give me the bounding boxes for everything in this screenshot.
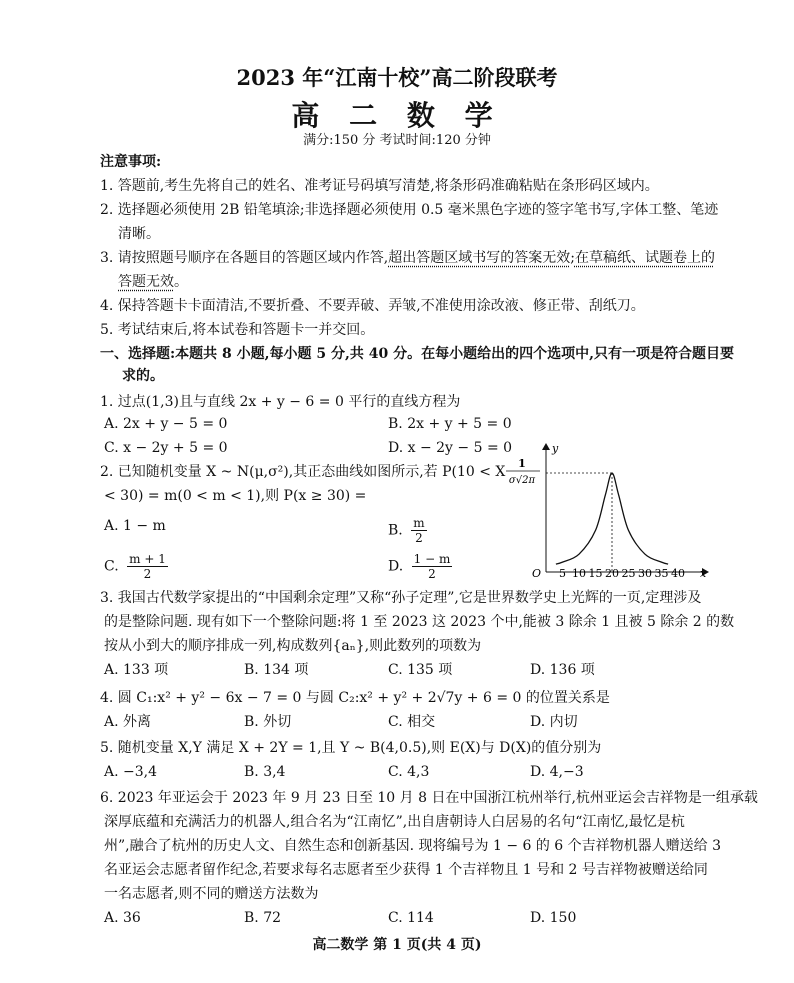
notice-item-3-end: 。 [174,274,188,290]
notice-item-3-emph2: 在草稿纸、试题卷上的 [574,250,715,266]
page-footer: 高二数学 第 1 页(共 4 页) [312,937,482,953]
q1-option-a: A. 2x + y − 5 = 0 [104,416,228,432]
q6-option-b: B. 72 [244,910,282,926]
x-tick-label: 20 [605,567,619,580]
notice-item-3-sep: ; [570,250,575,266]
q2-option-d-num: 1 − m [413,552,451,566]
q6-option-d: D. 150 [530,910,577,926]
y-axis-label: y [552,442,559,455]
q2-option-b-den: 2 [415,531,423,545]
notice-item-4: 4. 保持答题卡卡面清洁,不要折叠、不要弄破、弄皱,不准使用涂改液、修正带、刮纸刀。 [100,298,645,314]
q1-stem: 1. 过点(1,3)且与直线 2x + y − 6 = 0 平行的直线方程为 [100,394,461,410]
q2-option-b-num: m [413,516,425,530]
x-tick-label: 40 [671,567,685,580]
q2-option-d-label: D. [388,558,404,575]
exam-title: 2023 年“江南十校”高二阶段联考 [236,65,558,90]
notice-item-3-emph1: 超出答题区域书写的答案无效 [388,250,571,266]
q3-option-d: D. 136 项 [530,662,595,678]
section1-heading: 一、选择题:本题共 8 小题,每小题 5 分,共 40 分。在每小题给出的四个选项中,只有一项是符合题目要 [100,346,734,362]
notice-item-3-cont [118,272,188,292]
q2-option-c-label: C. [104,558,119,575]
q2-stem-line2: < 30) = m(0 < m < 1),则 P(x ≥ 30) = [104,488,367,504]
notice-item-3-part1: 3. 请按照题号顺序在各题目的答题区域内作答, [100,250,389,266]
q6-option-a: A. 36 [104,910,141,926]
q3-stem-line3: 按从小到大的顺序排成一列,构成数列{aₙ},则此数列的项数为 [104,638,482,654]
q3-option-a: A. 133 项 [104,662,169,678]
q2-option-d-den: 2 [428,567,436,581]
q4-stem: 4. 圆 C₁:x² + y² − 6x − 7 = 0 与圆 C₂:x² + y² + 2√7y + 6 = 0 的位置关系是 [100,690,610,706]
q1-option-c: C. x − 2y + 5 = 0 [104,440,228,456]
q1-option-b: B. 2x + y + 5 = 0 [388,416,512,432]
notice-item-3 [100,248,715,268]
notice-item-1: 1. 答题前,考生先将自己的姓名、准考证号码填写清楚,将条形码准确粘贴在条形码区域内。 [100,178,659,194]
q4-option-d: D. 内切 [530,714,578,730]
q5-option-a: A. −3,4 [104,764,158,780]
peak-label-numerator: 1 [518,457,526,470]
x-tick-label: 35 [654,567,669,580]
q6-stem-line5: 一名志愿者,则不同的赠送方法数为 [104,886,319,902]
q5-stem: 5. 随机变量 X,Y 满足 X + 2Y = 1,且 Y ~ B(4,0.5),则 E(X)与 D(X)的值分别为 [100,740,602,756]
q3-stem-line2: 的是整除问题. 现有如下一个整除问题:将 1 至 2023 这 2023 个中,能被 3 除余 1 且被 5 除余 2 的数 [104,614,735,630]
notice-item-2: 2. 选择题必须使用 2B 铅笔填涂;非选择题必须使用 0.5 毫米黑色字迹的签字笔书写,字体工整、笔迹 [100,202,719,218]
exam-meta: 满分:150 分 考试时间:120 分钟 [303,133,491,148]
section1-heading-cont: 求的。 [122,368,164,384]
x-tick-label: 15 [588,567,603,580]
x-tick-label: 25 [621,567,636,580]
q2-option-b-label: B. [388,522,403,539]
x-tick-label: 5 [559,567,566,580]
q6-stem-line4: 名亚运会志愿者留作纪念,若要求每名志愿者至少获得 1 个吉祥物且 1 号和 2 号吉祥物被赠送给同 [104,862,708,878]
notice-item-5: 5. 考试结束后,将本试卷和答题卡一并交回。 [100,322,375,338]
normal-curve-chart [494,440,718,586]
origin-label: O [532,567,542,580]
q5-option-b: B. 3,4 [244,764,286,780]
subject-title: 高 二 数 学 [291,99,503,132]
q2-option-b [388,516,427,545]
q2-option-c-den: 2 [143,567,152,581]
q2-option-c-num: m + 1 [129,552,166,566]
notice-item-2-cont: 清晰。 [118,226,160,242]
x-tick-label: 30 [638,567,652,580]
peak-label-denominator: σ√2π [508,475,536,486]
q3-option-c: C. 135 项 [388,662,453,678]
notice-heading: 注意事项: [100,154,162,170]
q6-option-c: C. 114 [388,910,434,926]
q6-stem-line1: 6. 2023 年亚运会于 2023 年 9 月 23 日至 10 月 8 日在中国浙江杭州举行,杭州亚运会吉祥物是一组承载 [100,790,758,806]
x-tick-label: 10 [572,567,586,580]
q2-option-c [104,552,168,581]
q4-option-c: C. 相交 [388,714,436,730]
q5-option-c: C. 4,3 [388,764,430,780]
q4-option-a: A. 外离 [104,714,152,730]
q2-option-a: A. 1 − m [104,518,166,534]
q2-stem-line1: 2. 已知随机变量 X ~ N(μ,σ²),其正态曲线如图所示,若 P(10 < X [100,464,506,480]
q5-option-d: D. 4,−3 [530,764,584,780]
q2-option-d [388,552,452,581]
q6-stem-line2: 深厚底蕴和充满活力的机器人,组合名为“江南忆”,出自唐朝诗人白居易的名句“江南忆,最忆是杭 [104,814,685,830]
q3-option-b: B. 134 项 [244,662,309,678]
q1-option-d: D. x − 2y − 5 = 0 [388,440,513,456]
q3-stem-line1: 3. 我国古代数学家提出的“中国剩余定理”又称“孙子定理”,它是世界数学史上光辉的一页,定理涉及 [100,590,702,606]
q4-option-b: B. 外切 [244,714,292,730]
q6-stem-line3: 州”,融合了杭州的历史人文、自然生态和创新基因. 现将编号为 1 − 6 的 6 个吉祥物机器人赠送给 3 [104,838,722,854]
notice-item-3-emph3: 答题无效 [118,274,174,290]
x-axis-label: x [700,567,707,580]
